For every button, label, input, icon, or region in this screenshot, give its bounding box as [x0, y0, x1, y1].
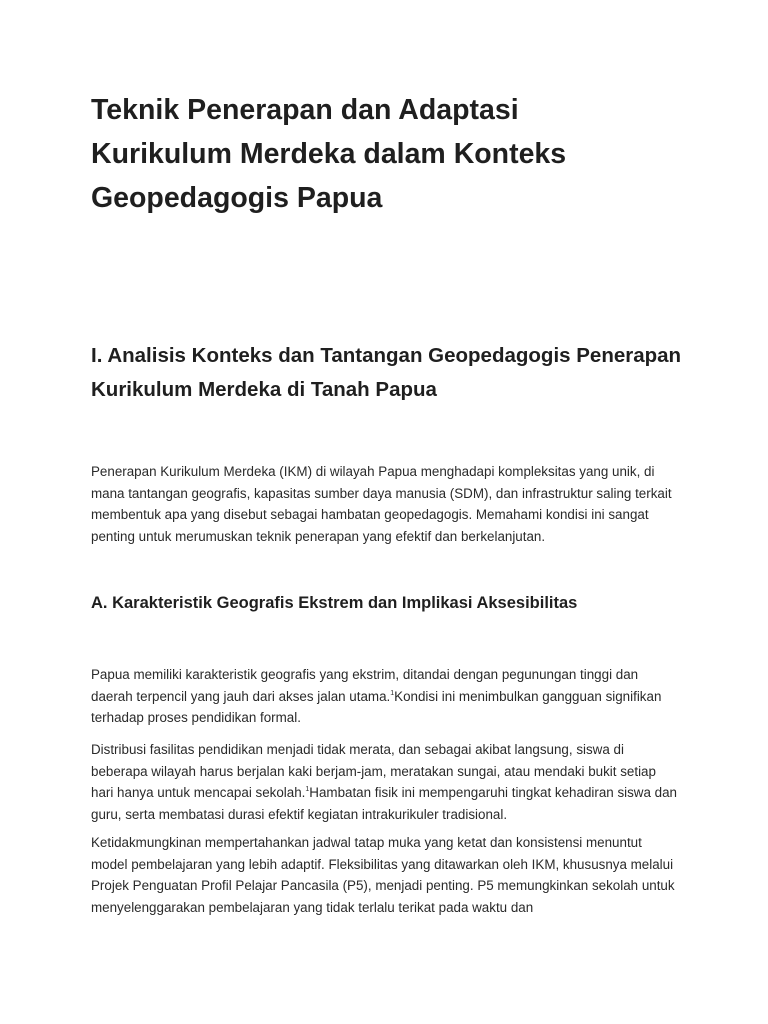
- paragraph-text: Papua memiliki karakteristik geografis yang ekstrim, ditandai dengan pegunungan tinggi dan daerah terpencil yang jauh dari akses jalan utama.: [91, 667, 639, 704]
- paragraph-text: Kondisi ini menimbulkan gangguan signifikan terhadap proses pendidikan formal.: [91, 688, 662, 725]
- document-title: Teknik Penerapan dan Adaptasi Kurikulum Merdeka dalam Konteks Geopedagogis Papua: [91, 94, 567, 214]
- paragraph-flexibility: Ketidakmungkinan mempertahankan jadwal tatap muka yang ketat dan konsistensi menuntut model pembelajaran yang lebih adaptif. Fleksibilitas yang ditawarkan oleh IKM, khususnya melalui Projek Penguatan Profil Pelajar Pancasila (P5), menjadi penting. P5 memungkinkan sekolah untuk menyelenggarakan pembelajaran yang tidak terlalu terikat pada waktu dan: [91, 835, 675, 915]
- paragraph-geography: [91, 664, 681, 729]
- section-intro-paragraph: Penerapan Kurikulum Merdeka (IKM) di wilayah Papua menghadapi kompleksitas yang unik, di mana tantangan geografis, kapasitas sumber daya manusia (SDM), dan infrastruktur saling terkait membentuk apa yang disebut sebagai hambatan geopedagogis. Memahami kondisi ini sangat penting untuk merumuskan teknik penerapan yang efektif dan berkelanjutan.: [91, 464, 672, 544]
- paragraph-text: Distribusi fasilitas pendidikan menjadi tidak merata, dan sebagai akibat langsung, siswa di beberapa wilayah harus berjalan kaki berjam-jam, meratakan sungai, atau mendaki bukit setiap hari hanya untuk mencapai sekolah.: [91, 742, 656, 800]
- paragraph-text: Hambatan fisik ini mempengaruhi tingkat kehadiran siswa dan guru, serta membatasi durasi efektif kegiatan intrakurikuler tradisional.: [91, 785, 677, 822]
- subsection-heading: A. Karakteristik Geografis Ekstrem dan Implikasi Aksesibilitas: [91, 594, 578, 612]
- paragraph-distribution: [91, 739, 681, 825]
- footnote-reference[interactable]: 1: [305, 786, 310, 793]
- section-heading: I. Analisis Konteks dan Tantangan Geopedagogis Penerapan Kurikulum Merdeka di Tanah Papua: [91, 344, 682, 401]
- footnote-reference[interactable]: 1: [390, 689, 395, 697]
